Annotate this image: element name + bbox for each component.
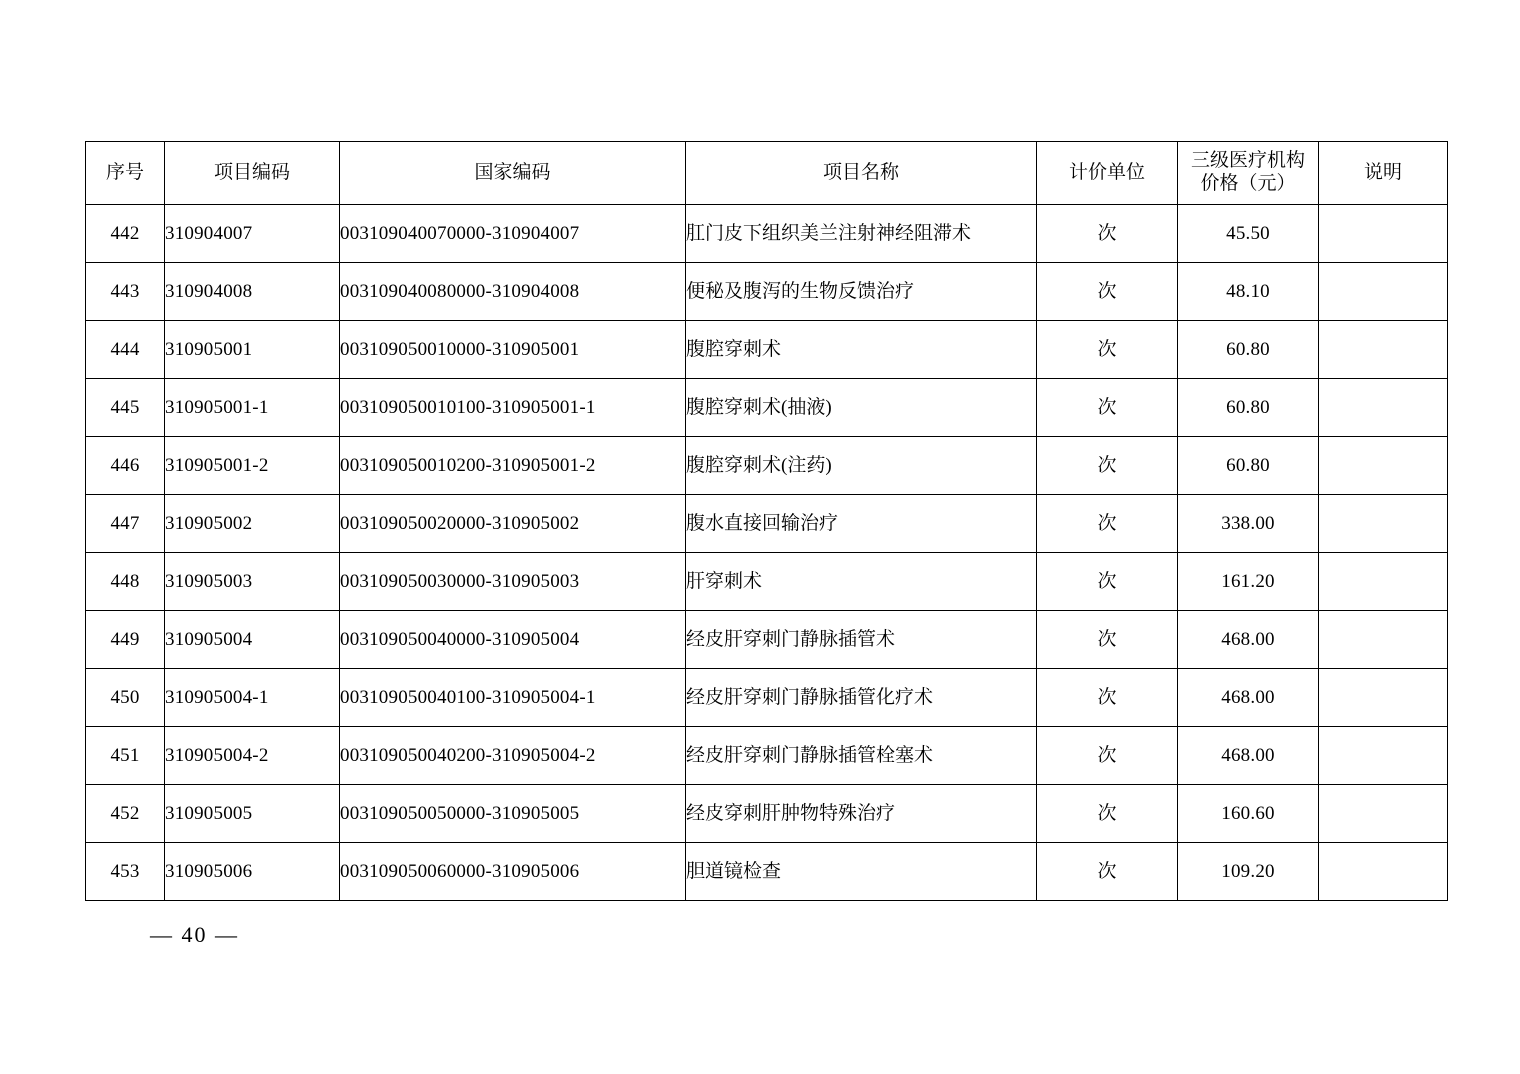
cell-item-code: 310905001	[165, 321, 340, 379]
cell-note	[1319, 669, 1448, 727]
cell-seq: 449	[86, 611, 165, 669]
column-header-item-code: 项目编码	[165, 142, 340, 205]
table-row	[86, 553, 1448, 611]
table-row	[86, 727, 1448, 785]
cell-seq: 451	[86, 727, 165, 785]
cell-unit: 次	[1037, 437, 1178, 495]
table-row	[86, 263, 1448, 321]
cell-seq: 453	[86, 843, 165, 901]
table-row	[86, 785, 1448, 843]
cell-price: 48.10	[1178, 263, 1319, 321]
cell-unit: 次	[1037, 263, 1178, 321]
column-header-seq: 序号	[86, 142, 165, 205]
cell-price: 45.50	[1178, 205, 1319, 263]
cell-national-code: 003109050040100-310905004-1	[340, 669, 686, 727]
column-header-price-line1: 三级医疗机构	[1190, 150, 1305, 172]
cell-item-name: 腹腔穿刺术	[686, 321, 1037, 379]
cell-national-code: 003109050010100-310905001-1	[340, 379, 686, 437]
table-body	[86, 205, 1448, 901]
cell-item-name: 经皮穿刺肝肿物特殊治疗	[686, 785, 1037, 843]
cell-seq: 442	[86, 205, 165, 263]
cell-national-code: 003109050030000-310905003	[340, 553, 686, 611]
cell-unit: 次	[1037, 205, 1178, 263]
column-header-national-code: 国家编码	[340, 142, 686, 205]
cell-item-name: 便秘及腹泻的生物反馈治疗	[686, 263, 1037, 321]
cell-item-code: 310905004-2	[165, 727, 340, 785]
cell-unit: 次	[1037, 669, 1178, 727]
cell-note	[1319, 263, 1448, 321]
column-header-price-line2: 价格（元）	[1200, 173, 1296, 194]
cell-unit: 次	[1037, 379, 1178, 437]
table-row	[86, 669, 1448, 727]
cell-item-name: 腹腔穿刺术(抽液)	[686, 379, 1037, 437]
cell-national-code: 003109050010000-310905001	[340, 321, 686, 379]
cell-seq: 452	[86, 785, 165, 843]
cell-national-code: 003109050010200-310905001-2	[340, 437, 686, 495]
table-header	[86, 142, 1448, 205]
cell-note	[1319, 553, 1448, 611]
cell-national-code: 003109040070000-310904007	[340, 205, 686, 263]
cell-unit: 次	[1037, 495, 1178, 553]
cell-price: 161.20	[1178, 553, 1319, 611]
cell-price: 338.00	[1178, 495, 1319, 553]
cell-seq: 443	[86, 263, 165, 321]
table-row	[86, 611, 1448, 669]
cell-national-code: 003109050020000-310905002	[340, 495, 686, 553]
cell-price: 60.80	[1178, 437, 1319, 495]
cell-seq: 444	[86, 321, 165, 379]
column-header-unit: 计价单位	[1037, 142, 1178, 205]
cell-note	[1319, 321, 1448, 379]
cell-unit: 次	[1037, 321, 1178, 379]
cell-item-name: 肝穿刺术	[686, 553, 1037, 611]
medical-price-table	[85, 141, 1448, 901]
cell-national-code: 003109040080000-310904008	[340, 263, 686, 321]
cell-item-code: 310905001-1	[165, 379, 340, 437]
price-table-container	[85, 141, 1435, 901]
cell-national-code: 003109050060000-310905006	[340, 843, 686, 901]
table-row	[86, 379, 1448, 437]
table-row	[86, 321, 1448, 379]
cell-price: 468.00	[1178, 611, 1319, 669]
cell-note	[1319, 379, 1448, 437]
cell-price: 160.60	[1178, 785, 1319, 843]
cell-item-code: 310905006	[165, 843, 340, 901]
cell-note	[1319, 611, 1448, 669]
cell-item-code: 310905001-2	[165, 437, 340, 495]
cell-price: 109.20	[1178, 843, 1319, 901]
cell-seq: 450	[86, 669, 165, 727]
column-header-item-name: 项目名称	[686, 142, 1037, 205]
cell-price: 60.80	[1178, 379, 1319, 437]
cell-item-name: 肛门皮下组织美兰注射神经阻滞术	[686, 205, 1037, 263]
cell-unit: 次	[1037, 727, 1178, 785]
cell-note	[1319, 495, 1448, 553]
cell-item-code: 310904008	[165, 263, 340, 321]
table-header-row	[86, 142, 1448, 205]
cell-unit: 次	[1037, 843, 1178, 901]
cell-price: 60.80	[1178, 321, 1319, 379]
cell-item-name: 腹腔穿刺术(注药)	[686, 437, 1037, 495]
cell-item-name: 经皮肝穿刺门静脉插管术	[686, 611, 1037, 669]
table-row	[86, 437, 1448, 495]
cell-item-code: 310904007	[165, 205, 340, 263]
cell-unit: 次	[1037, 785, 1178, 843]
cell-item-code: 310905003	[165, 553, 340, 611]
cell-unit: 次	[1037, 553, 1178, 611]
column-header-note: 说明	[1319, 142, 1448, 205]
cell-item-name: 经皮肝穿刺门静脉插管化疗术	[686, 669, 1037, 727]
cell-item-name: 腹水直接回输治疗	[686, 495, 1037, 553]
cell-note	[1319, 843, 1448, 901]
cell-national-code: 003109050050000-310905005	[340, 785, 686, 843]
cell-note	[1319, 785, 1448, 843]
cell-price: 468.00	[1178, 669, 1319, 727]
cell-note	[1319, 727, 1448, 785]
cell-seq: 445	[86, 379, 165, 437]
cell-item-name: 经皮肝穿刺门静脉插管栓塞术	[686, 727, 1037, 785]
cell-note	[1319, 205, 1448, 263]
cell-item-code: 310905005	[165, 785, 340, 843]
cell-item-code: 310905004	[165, 611, 340, 669]
cell-national-code: 003109050040000-310905004	[340, 611, 686, 669]
cell-price: 468.00	[1178, 727, 1319, 785]
cell-item-code: 310905004-1	[165, 669, 340, 727]
table-row	[86, 843, 1448, 901]
cell-unit: 次	[1037, 611, 1178, 669]
page-number: — 40 —	[150, 922, 239, 947]
cell-item-code: 310905002	[165, 495, 340, 553]
cell-seq: 446	[86, 437, 165, 495]
cell-item-name: 胆道镜检查	[686, 843, 1037, 901]
cell-note	[1319, 437, 1448, 495]
cell-national-code: 003109050040200-310905004-2	[340, 727, 686, 785]
table-row	[86, 205, 1448, 263]
cell-seq: 447	[86, 495, 165, 553]
table-row	[86, 495, 1448, 553]
column-header-price	[1178, 142, 1319, 205]
cell-seq: 448	[86, 553, 165, 611]
